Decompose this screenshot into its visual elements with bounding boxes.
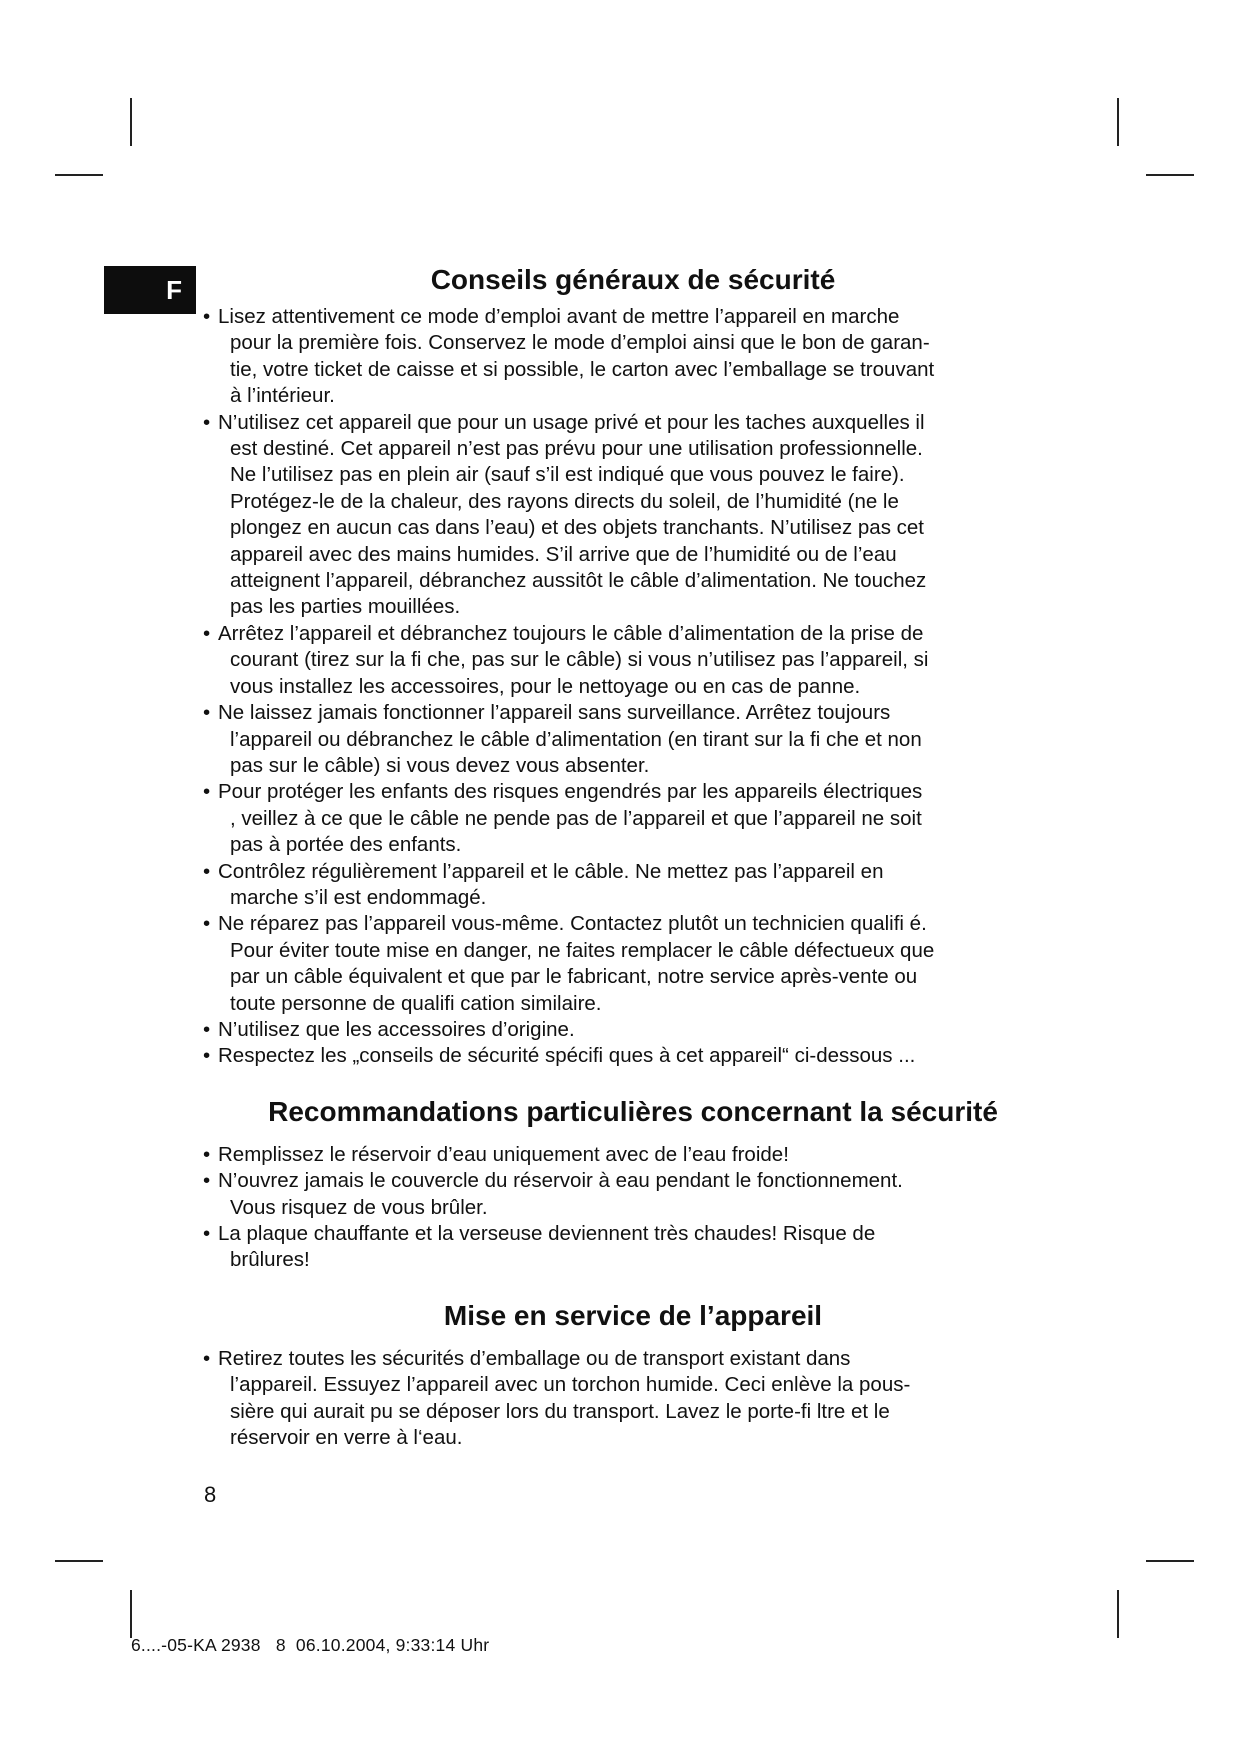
list-item: • Lisez attentivement ce mode d’emploi avant de mettre l’appareil en marche pour la première fois. Conservez le mode d’emploi ainsi que le bon de garan- tie, votre ticket de caisse et si possible, le carton avec l’emballage se trouvant à l’intérieur.	[203, 304, 1063, 410]
list-item: • Retirez toutes les sécurités d’emballage ou de transport existant dans l’appareil. Essuyez l’appareil avec un torchon humide. Ceci enlève la pous- sière qui aurait pu se déposer lors du transport. Lavez le porte-fi ltre et le réservoir en verre à l‘eau.	[203, 1346, 1063, 1452]
bullet-list	[203, 1142, 1063, 1274]
bullet-list	[203, 304, 1063, 1070]
list-item: • Pour protéger les enfants des risques engendrés par les appareils électriques , veillez à ce que le câble ne pende pas de l’appareil et que l’appareil ne soit pas à portée des enfants.	[203, 779, 1063, 858]
page-number: 8	[204, 1482, 217, 1507]
crop-mark	[1117, 1590, 1119, 1638]
list-item: • N’utilisez cet appareil que pour un usage privé et pour les taches auxquelles il est destiné. Cet appareil n’est pas prévu pour une utilisation professionnelle. Ne l’utilisez pas en plein air (sauf s’il est indiqué que vous pouvez le faire). Protégez-le de la chaleur, des rayons directs du soleil, de l’humidité (ne le plongez en aucun cas dans l’eau) et des objets tranchants. N’utilisez pas cet appareil avec des mains humides. S’il arrive que de l’humidité ou de l’eau atteignent l’appareil, débranchez aussitôt le câble d’alimentation. Ne touchez pas les parties mouillées.	[203, 410, 1063, 621]
section-title: Recommandations particulières concernant la sécurité	[268, 1095, 998, 1127]
crop-mark	[55, 174, 103, 176]
section-title: Conseils généraux de sécurité	[430, 264, 836, 295]
list-item: • Respectez les „conseils de sécurité spécifi ques à cet appareil“ ci-dessous ...	[203, 1043, 1063, 1069]
crop-mark	[130, 98, 132, 146]
bullet-list	[203, 1346, 1063, 1452]
list-item: • Ne laissez jamais fonctionner l’appareil sans surveillance. Arrêtez toujours l’appareil ou débranchez le câble d’alimentation (en tirant sur la fi che et non pas sur le câble) si vous devez vous absenter.	[203, 700, 1063, 779]
crop-mark	[130, 1590, 132, 1638]
crop-mark	[1146, 174, 1194, 176]
crop-mark	[55, 1560, 103, 1562]
list-item: • N’utilisez que les accessoires d’origine.	[203, 1017, 1063, 1043]
crop-mark	[1146, 1560, 1194, 1562]
page-content	[203, 262, 1063, 1451]
list-item: • La plaque chauffante et la verseuse deviennent très chaudes! Risque de brûlures!	[203, 1221, 1063, 1274]
language-tab: F	[104, 266, 196, 314]
print-footer: 6....-05-KA 2938 8 06.10.2004, 9:33:14 Uhr	[131, 1635, 490, 1655]
list-item: • Arrêtez l’appareil et débranchez toujours le câble d’alimentation de la prise de courant (tirez sur la fi che, pas sur le câble) si vous n’utilisez pas l’appareil, si vous installez les accessoires, pour le nettoyage ou en cas de panne.	[203, 621, 1063, 700]
section-title: Mise en service de l’appareil	[443, 1299, 823, 1331]
list-item: • Contrôlez régulièrement l’appareil et le câble. Ne mettez pas l’appareil en marche s’il est endommagé.	[203, 859, 1063, 912]
list-item: • Remplissez le réservoir d’eau uniquement avec de l’eau froide!	[203, 1142, 1063, 1168]
list-item: • N’ouvrez jamais le couvercle du réservoir à eau pendant le fonctionnement. Vous risquez de vous brûler.	[203, 1168, 1063, 1221]
list-item: • Ne réparez pas l’appareil vous-même. Contactez plutôt un technicien qualifi é. Pour éviter toute mise en danger, ne faites remplacer le câble défectueux que par un câble équivalent et que par le fabricant, notre service après-vente ou toute personne de qualifi cation similaire.	[203, 911, 1063, 1017]
crop-mark	[1117, 98, 1119, 146]
